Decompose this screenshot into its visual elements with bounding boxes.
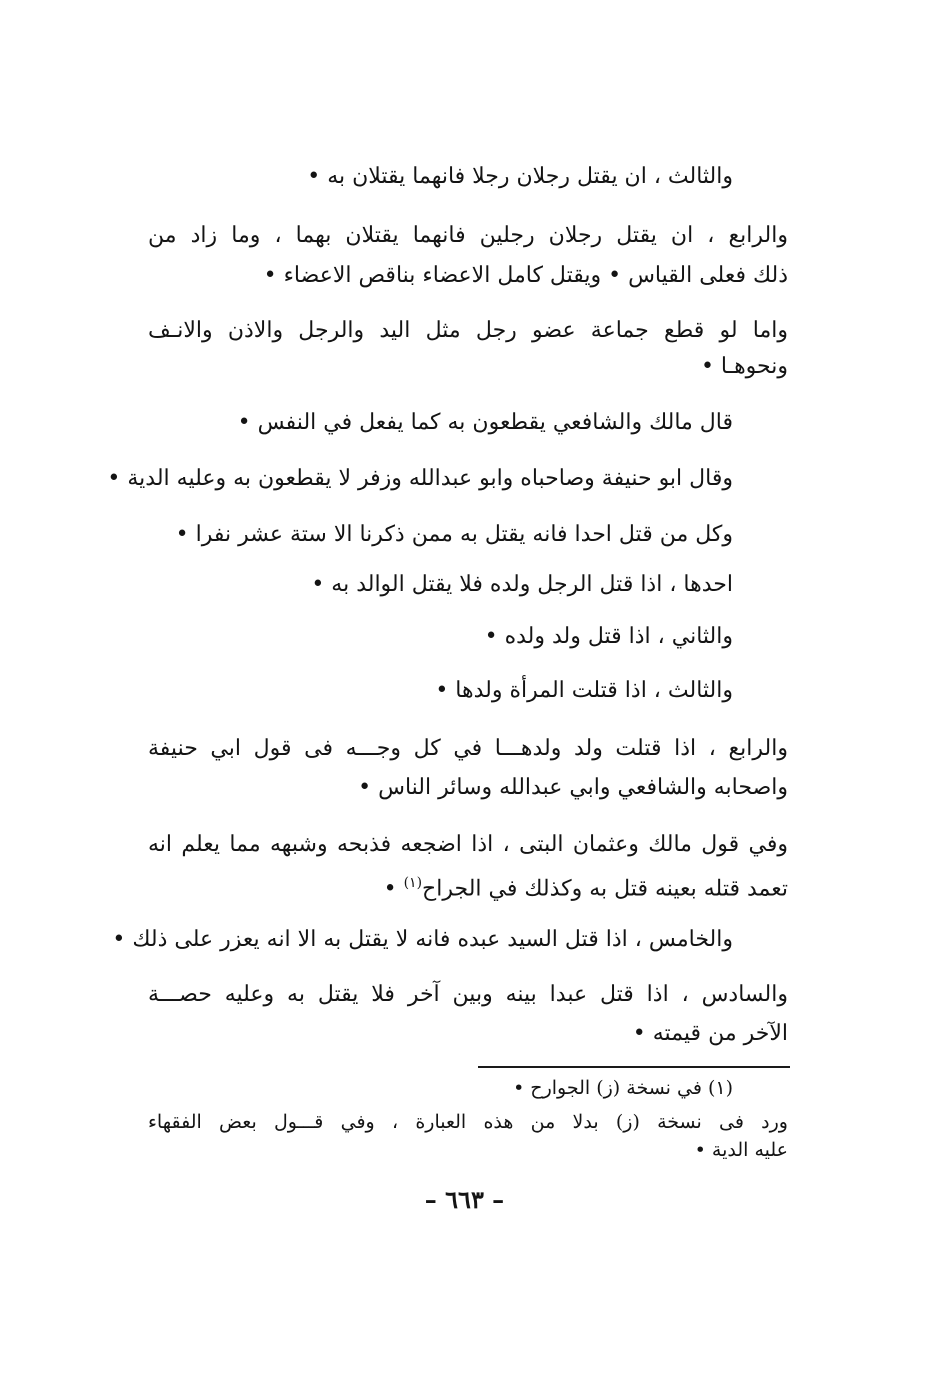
footnote-divider — [478, 1066, 790, 1068]
footnote-line: (١) في نسخة (ز) الجوارح • — [513, 1077, 733, 1099]
paragraph-line: واصحابه والشافعي وابي عبدالله وسائر الناس • — [358, 775, 788, 800]
footnote-line: عليه الدية • — [694, 1139, 788, 1161]
footnote-marker[interactable]: (١) — [403, 875, 423, 891]
paragraph-line: احدها ، اذا قتل الرجل ولده فلا يقتل الوالد به • — [311, 572, 733, 597]
paragraph-text: تعمد قتله بعينه قتل به وكذلك في الجراح — [422, 876, 788, 902]
paragraph-line: ذلك فعلى القياس • ويقتل كامل الاعضاء بناقص الاعضاء • — [263, 263, 788, 288]
paragraph-line: والثالث ، اذا قتلت المرأة ولدها • — [435, 678, 733, 703]
paragraph-line: الآخر من قيمته • — [632, 1021, 788, 1046]
paragraph-line: ونحوهـا • — [700, 354, 788, 379]
paragraph-line: والرابع ، اذا قتلت ولد ولدهـــا في كل وجـــه فى قول ابي حنيفة — [148, 736, 788, 761]
paragraph-line: والرابع ، ان يقتل رجلان رجلين فانهما يقتلان بهما ، وما زاد من — [148, 223, 788, 248]
paragraph-line: والخامس ، اذا قتل السيد عبده فانه لا يقتل به الا انه يعزر على ذلك • — [112, 927, 733, 952]
paragraph-line: والثاني ، اذا قتل ولد ولده • — [484, 624, 733, 649]
paragraph-line: وفي قول مالك وعثمان البتى ، اذا اضجعه فذبحه وشبهه مما يعلم انه — [148, 832, 788, 857]
paragraph-end-mark: • — [383, 876, 404, 902]
paragraph-line: وكل من قتل احدا فانه يقتل به ممن ذكرنا الا ستة عشر نفرا • — [175, 522, 733, 547]
paragraph-line — [384, 868, 788, 900]
paragraph-line: واما لو قطع جماعة عضو رجل مثل اليد والرجل والاذن والانـف — [148, 318, 788, 343]
paragraph-line: والسادس ، اذا قتل عبدا بينه وبين آخر فلا يقتل به وعليه حصـــة — [148, 982, 788, 1007]
footnote-line: ورد فى نسخة (ز) بدلا من هذه العبارة ، وفي قـــول بعض الفقهاء — [148, 1111, 788, 1133]
paragraph-line: قال مالك والشافعي يقطعون به كما يفعل في النفس • — [237, 410, 733, 435]
paragraph-line: وقال ابو حنيفة وصاحباه وابو عبدالله وزفر لا يقطعون به وعليه الدية • — [107, 466, 733, 491]
page-number: – ٦٦٣ – — [424, 1185, 505, 1214]
paragraph-line: والثالث ، ان يقتل رجلان رجلا فانهما يقتلان به • — [307, 164, 733, 189]
